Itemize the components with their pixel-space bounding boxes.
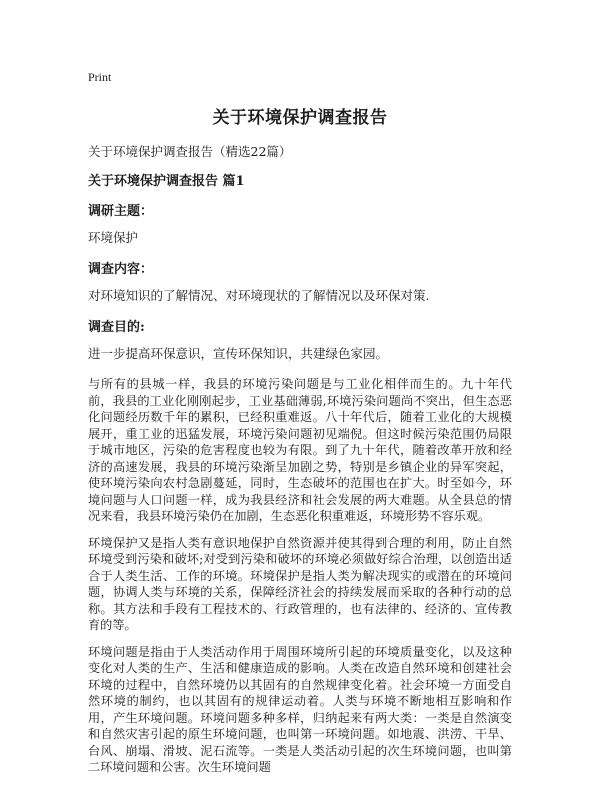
section-heading: 关于环境保护调查报告 篇1: [88, 174, 245, 189]
content-value: 对环境知识的了解情况、对环境现状的了解情况以及环保对策.: [88, 288, 430, 303]
purpose-value: 进一步提高环保意识，宣传环保知识，共建绿色家园。: [88, 346, 389, 361]
document-title: 关于环境保护调查报告: [212, 108, 388, 128]
body-paragraph-3: 环境问题是指由于人类活动作用于周围环境所引起的环境质量变化，以及这种变化对人类的生产、生活和健康造成的影响。人类在改造自然环境和创建社会环境的过程中，自然环境仍以其固有的自然规律变化着。社会环境一方面受自然环境的制约，也以其固有的规律运动着。人类与环境不断地相互影响和作用，产生环境问题。环境问题多种多样，归纳起来有两大类：一类是自然演变和自然灾害引起的原生环境问题，也叫第一环境问题。如地震、洪涝、干旱、台风、崩塌、滑坡、泥石流等。一类是人类活动引起的次生环境问题，也叫第二环境问题和公害。次生环境问题: [88, 644, 512, 774]
body-paragraph-2: 环境保护又是指人类有意识地保护自然资源并使其得到合理的利用，防止自然环境受到污染和破坏;对受到污染和破坏的环境必须做好综合治理，以创造出适合于人类生活、工作的环境。环境保护是指人类为解决现实的或潜在的环境问题，协调人类与环境的关系，保障经济社会的持续发展而采取的各种行动的总称。其方法和手段有工程技术的、行政管理的，也有法律的、经济的、宣传教育的等。: [88, 535, 512, 632]
topic-value: 环境保护: [88, 230, 139, 245]
document-subtitle: 关于环境保护调查报告（精选22篇）: [88, 144, 292, 159]
topic-label: 调研主题：: [88, 204, 154, 219]
content-label: 调查内容：: [88, 262, 154, 277]
print-link[interactable]: Print: [88, 70, 112, 84]
body-paragraph-1: 与所有的县城一样，我县的环境污染问题是与工业化相伴而生的。九十年代前，我县的工业化刚刚起步，工业基础薄弱,环境污染问题尚不突出，但生态恶化问题经历数千年的累积，已经积重难返。八十年代后，随着工业化的大规模展开，重工业的迅猛发展，环境污染问题初见端倪。但这时候污染范围仍局限于城市地区，污染的危害程度也较为有限。到了九十年代，随着改革开放和经济的高速发展，我县的环境污染渐呈加剧之势，特别是乡镇企业的异军突起，使环境污染向农村急剧蔓延，同时，生态破坏的范围也在扩大。时至如今，环境问题与人口问题一样，成为我县经济和社会发展的两大难题。从全县总的情况来看，我县环境污染仍在加剧，生态恶化积重难返，环境形势不容乐观。: [88, 377, 512, 523]
purpose-label: 调查目的:: [88, 320, 145, 335]
document-page: [88, 70, 512, 786]
